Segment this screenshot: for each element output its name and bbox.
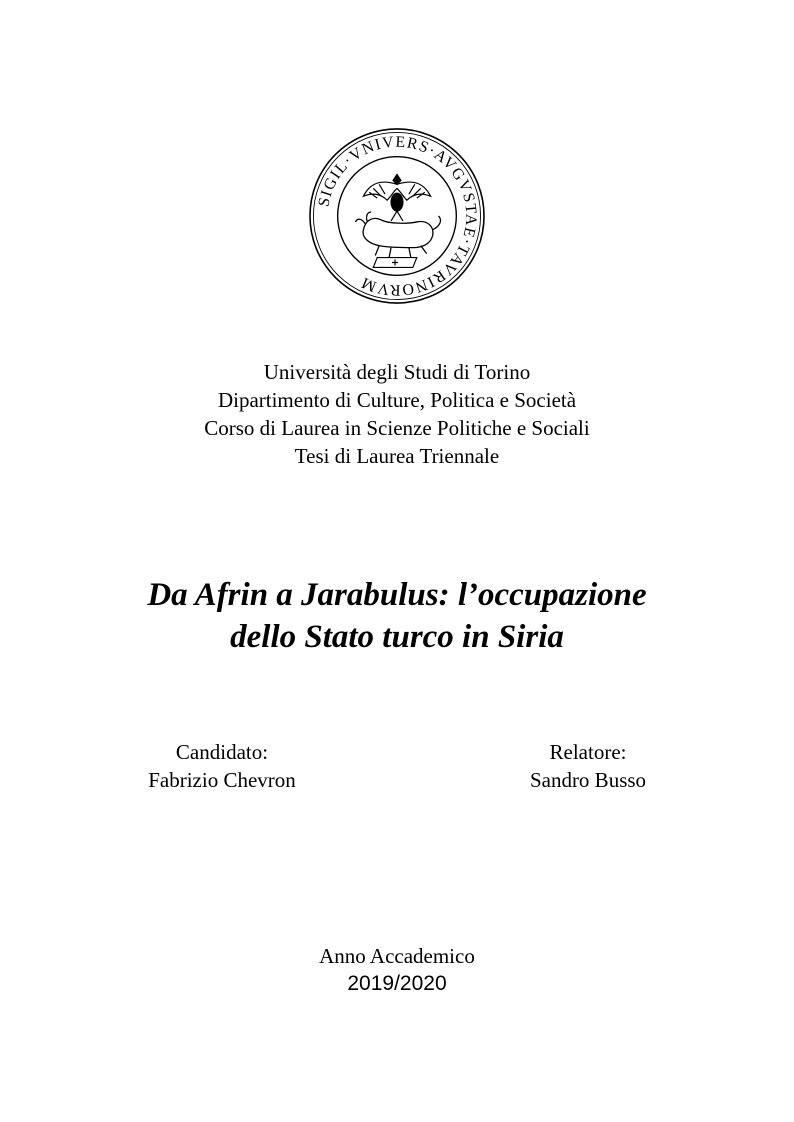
- academic-year-block: [0, 942, 794, 998]
- institution-block: [0, 358, 794, 470]
- supervisor-label: Relatore:: [549, 740, 627, 764]
- candidate-name: Fabrizio Chevron: [148, 768, 296, 792]
- book-emblem: [373, 258, 417, 268]
- bull-emblem: [355, 212, 440, 257]
- eagle-emblem: [363, 174, 430, 220]
- thesis-title: [0, 574, 794, 658]
- university-name: Università degli Studi di Torino: [263, 360, 531, 384]
- supervisor-block: [488, 738, 688, 794]
- academic-year-value: 2019/2020: [347, 972, 447, 995]
- university-seal-icon: [308, 127, 486, 305]
- degree-course: Corso di Laurea in Scienze Politiche e Sociali: [204, 416, 590, 440]
- candidate-block: [122, 738, 322, 794]
- supervisor-name: Sandro Busso: [529, 768, 647, 792]
- seal-inscription: SIGIL·VNIVERS·AVGVSTAE·TAVRINORVM: [315, 133, 480, 299]
- department-name: Dipartimento di Culture, Politica e Società: [217, 388, 577, 412]
- thesis-title-line-2: dello Stato turco in Siria: [230, 619, 564, 655]
- academic-year-label: Anno Accademico: [319, 944, 475, 968]
- candidate-label: Candidato:: [175, 740, 269, 764]
- thesis-title-line-1: Da Afrin a Jarabulus: l’occupazione: [147, 577, 647, 613]
- thesis-type: Tesi di Laurea Triennale: [294, 444, 500, 468]
